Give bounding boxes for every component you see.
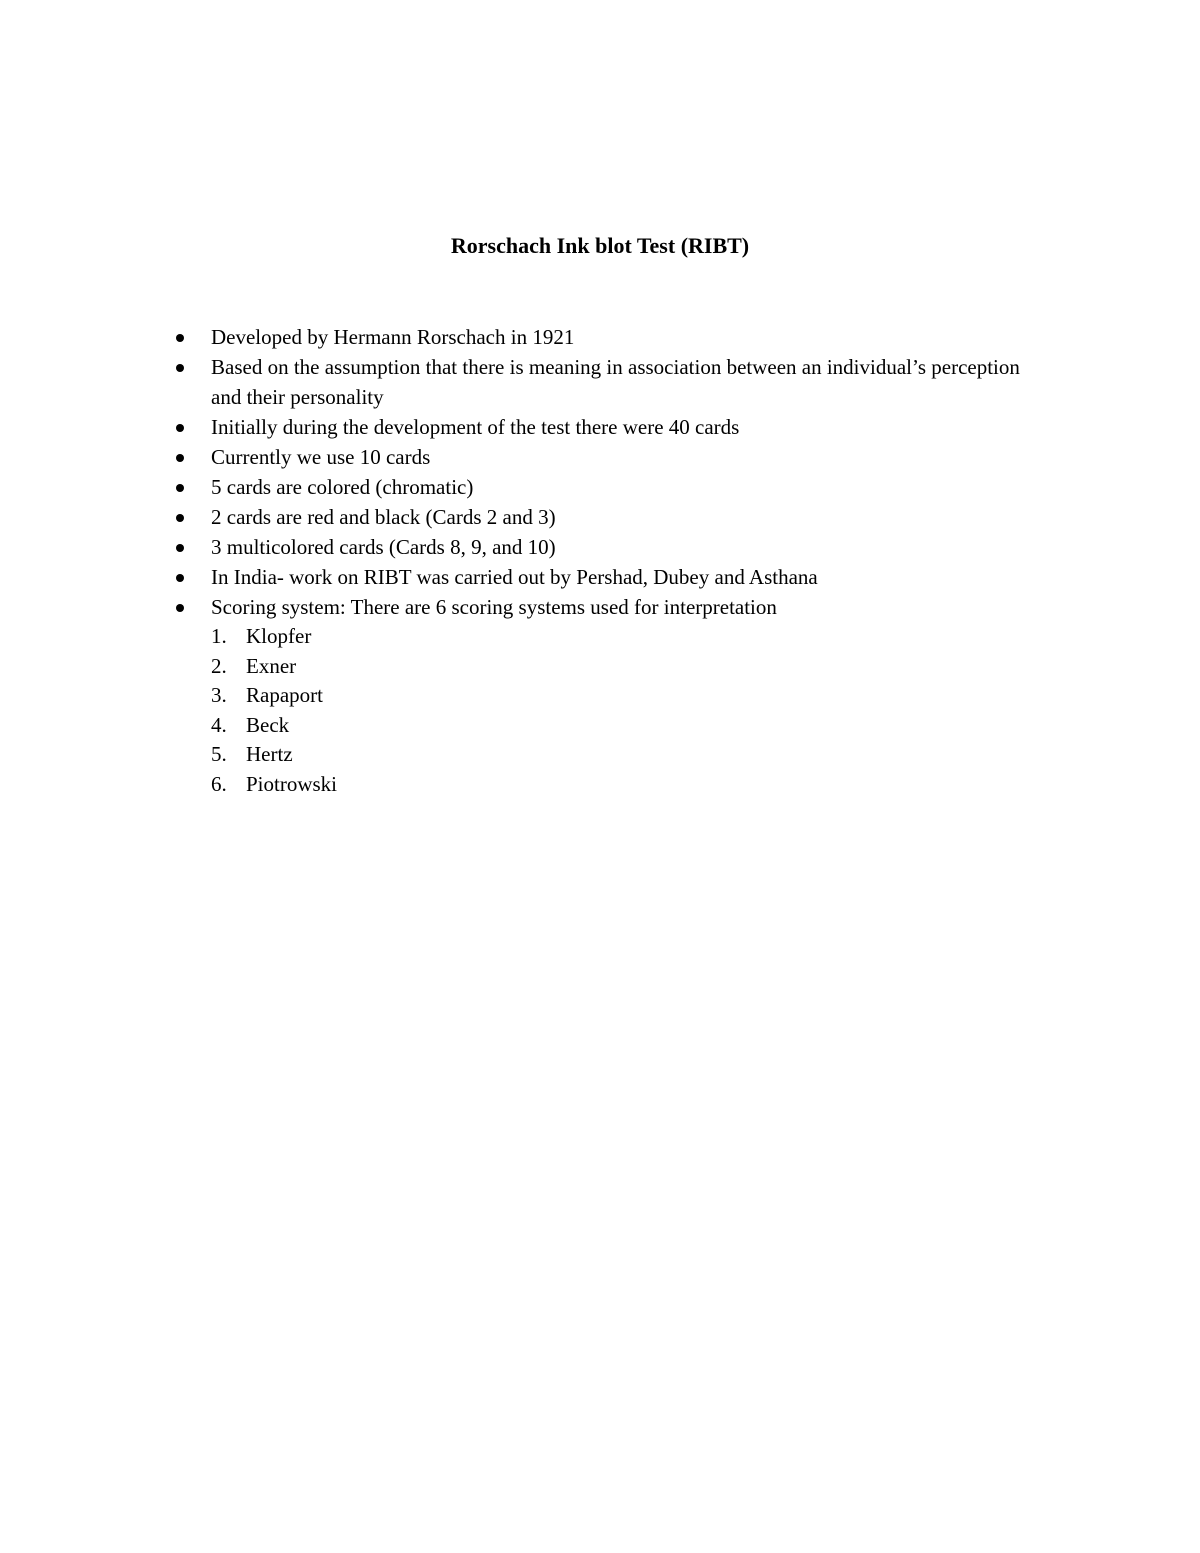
list-item [173,352,1053,412]
bullet-dot-icon [176,364,184,372]
bullet-dot-icon [176,604,184,612]
list-item [173,322,1053,352]
list-item-text: 3 multicolored cards (Cards 8, 9, and 10) [211,535,556,559]
list-item-text: In India- work on RIBT was carried out by Pershad, Dubey and Asthana [211,565,818,589]
bullet-dot-icon [176,544,184,552]
numbered-item [211,622,1053,652]
scoring-systems-list [211,622,1053,799]
item-text: Beck [246,712,290,737]
list-item [173,532,1053,562]
item-text: Piotrowski [246,771,338,796]
item-text: Rapaport [246,683,323,707]
numbered-item [211,740,1053,770]
list-item-text: 5 cards are colored (chromatic) [211,475,474,499]
list-item [173,562,1053,592]
bullet-dot-icon [176,484,184,492]
bullet-dot-icon [176,334,184,342]
item-number: 4. [211,712,227,737]
list-item [173,442,1053,472]
numbered-item [211,770,1053,800]
list-item-text: Initially during the development of the test there were 40 cards [211,415,740,439]
item-text: Exner [246,653,297,678]
numbered-item [211,652,1053,682]
list-item-text: 2 cards are red and black (Cards 2 and 3) [211,505,556,529]
bullet-dot-icon [176,454,184,462]
list-item-text: Scoring system: There are 6 scoring systems used for interpretation [211,595,777,619]
bullet-list [173,322,1053,799]
list-item [173,502,1053,532]
numbered-item [211,681,1053,711]
bullet-dot-icon [176,574,184,582]
item-number: 2. [211,653,227,678]
list-item [173,412,1053,442]
list-item-text: Currently we use 10 cards [211,445,431,469]
list-item-text: Developed by Hermann Rorschach in 1921 [211,325,575,349]
list-item [173,472,1053,502]
item-number: 3. [211,683,227,707]
item-text: Klopfer [246,624,312,648]
numbered-item [211,711,1053,741]
bullet-dot-icon [176,424,184,432]
item-number: 6. [211,771,227,796]
list-item [173,592,1053,799]
item-number: 1. [211,624,227,648]
bullet-dot-icon [176,514,184,522]
item-number: 5. [211,742,227,766]
document-title: Rorschach Ink blot Test (RIBT) [450,233,750,258]
item-text: Hertz [246,742,293,766]
list-item-text: Based on the assumption that there is meaning in association between an individual’s perception and their personality [211,355,1020,409]
